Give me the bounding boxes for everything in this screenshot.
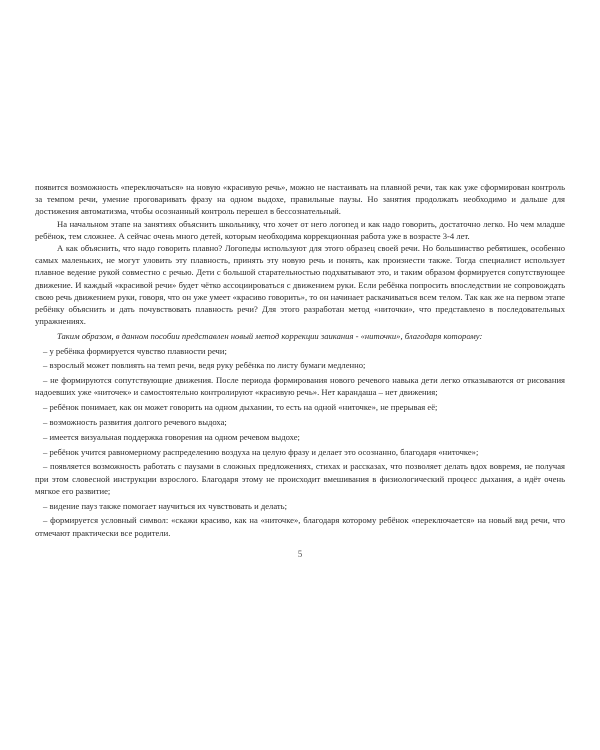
page-number: 5 — [297, 549, 303, 559]
list-item: – ребёнок учится равномерному распределению воздуха на целую фразу и делает это осознанно, благодаря «ниточке»; — [43, 446, 479, 457]
paragraph-continuation: появится возможность «переключаться» на новую «красивую речь», можно не настаивать на плавной речи, так как уже сформирован контроль за темпом речи, умение проговаривать фразу на одном выдохе, правильные паузы. Но занятия продолжать необходимо и дальше для достижения автоматизма, чтобы осознанный контроль перешел в бессознательный. — [35, 182, 565, 217]
list-item: – у ребёнка формируется чувство плавности речи; — [43, 345, 227, 356]
paragraph-explain-smoothness: А как объяснить, что надо говорить плавно? Логопеды используют для этого образец своей речи. Но большинство ребятишек, особенно самых маленьких, не могут уловить эту плавность, принять эту новую речь и понять, как произнести также. Тогда специалист использует плавное ведение рукой совместно с речью. Дети с большой старательностью подхватывают это, и таким образом формируется сопутствующее движение. И каждый «красивой речи» будет чётко ассоциироваться с движением руки. Если ребёнка попросить впоследствии не сопровождать свою речь движением руки, говоря, что он уже умеет «красиво говорить», то он начинает раскачиваться всем телом. Так как же на первом этапе ребёнку объяснить и дать почувствовать плавность речи? Для этого разработан метод «ниточки», что представлено в последовательных упражнениях. — [35, 243, 565, 327]
list-item: – возможность развития долгого речевого выдоха; — [43, 417, 227, 428]
list-item: – имеется визуальная поддержка говорения на одном речевом выдохе; — [43, 431, 300, 442]
paragraph-initial-stage: На начальном этапе на занятиях объяснить школьнику, что хочет от него логопед и как надо говорить, достаточно легко. Но чем младше ребёнок, тем сложнее. А сейчас очень много детей, которым необходима коррекционная работа уже в возрасте 3-4 лет. — [35, 218, 565, 241]
list-item: – взрослый может повлиять на темп речи, ведя руку ребёнка по листу бумаги медленно; — [43, 360, 366, 371]
method-intro-italic: Таким образом, в данном пособии представлен новый метод коррекции заикания - «ниточки», благодаря которому: — [57, 331, 483, 342]
list-item: – ребёнок понимает, как он может говорить на одном дыхании, то есть на одной «ниточке», не прерывая её; — [43, 402, 438, 413]
list-item: – формируется условный символ: «скажи красиво, как на «ниточке», благодаря которому ребёнок «переключается» на новый вид речи, что отмечают практически все родители. — [35, 515, 565, 538]
list-item: – не формируются сопутствующие движения. После периода формирования нового речевого навыка дети легко отказываются от рисования надоевших уже «ниточек» и самостоятельно контролируют «красивую речь». Нет карандаша – нет движения; — [35, 375, 565, 398]
list-item: – видение пауз также помогает научиться их чувствовать и делать; — [43, 500, 287, 511]
list-item: – появляется возможность работать с паузами в сложных предложениях, стихах и рассказах, что позволяет делать вдох вовремя, не получая при этом словесной инструкции взрослого. Благодаря этому не происходит вмешивания в физиологический процесс дыхания, а идёт очень мягкое его развитие; — [35, 461, 565, 496]
page-body — [35, 181, 565, 541]
